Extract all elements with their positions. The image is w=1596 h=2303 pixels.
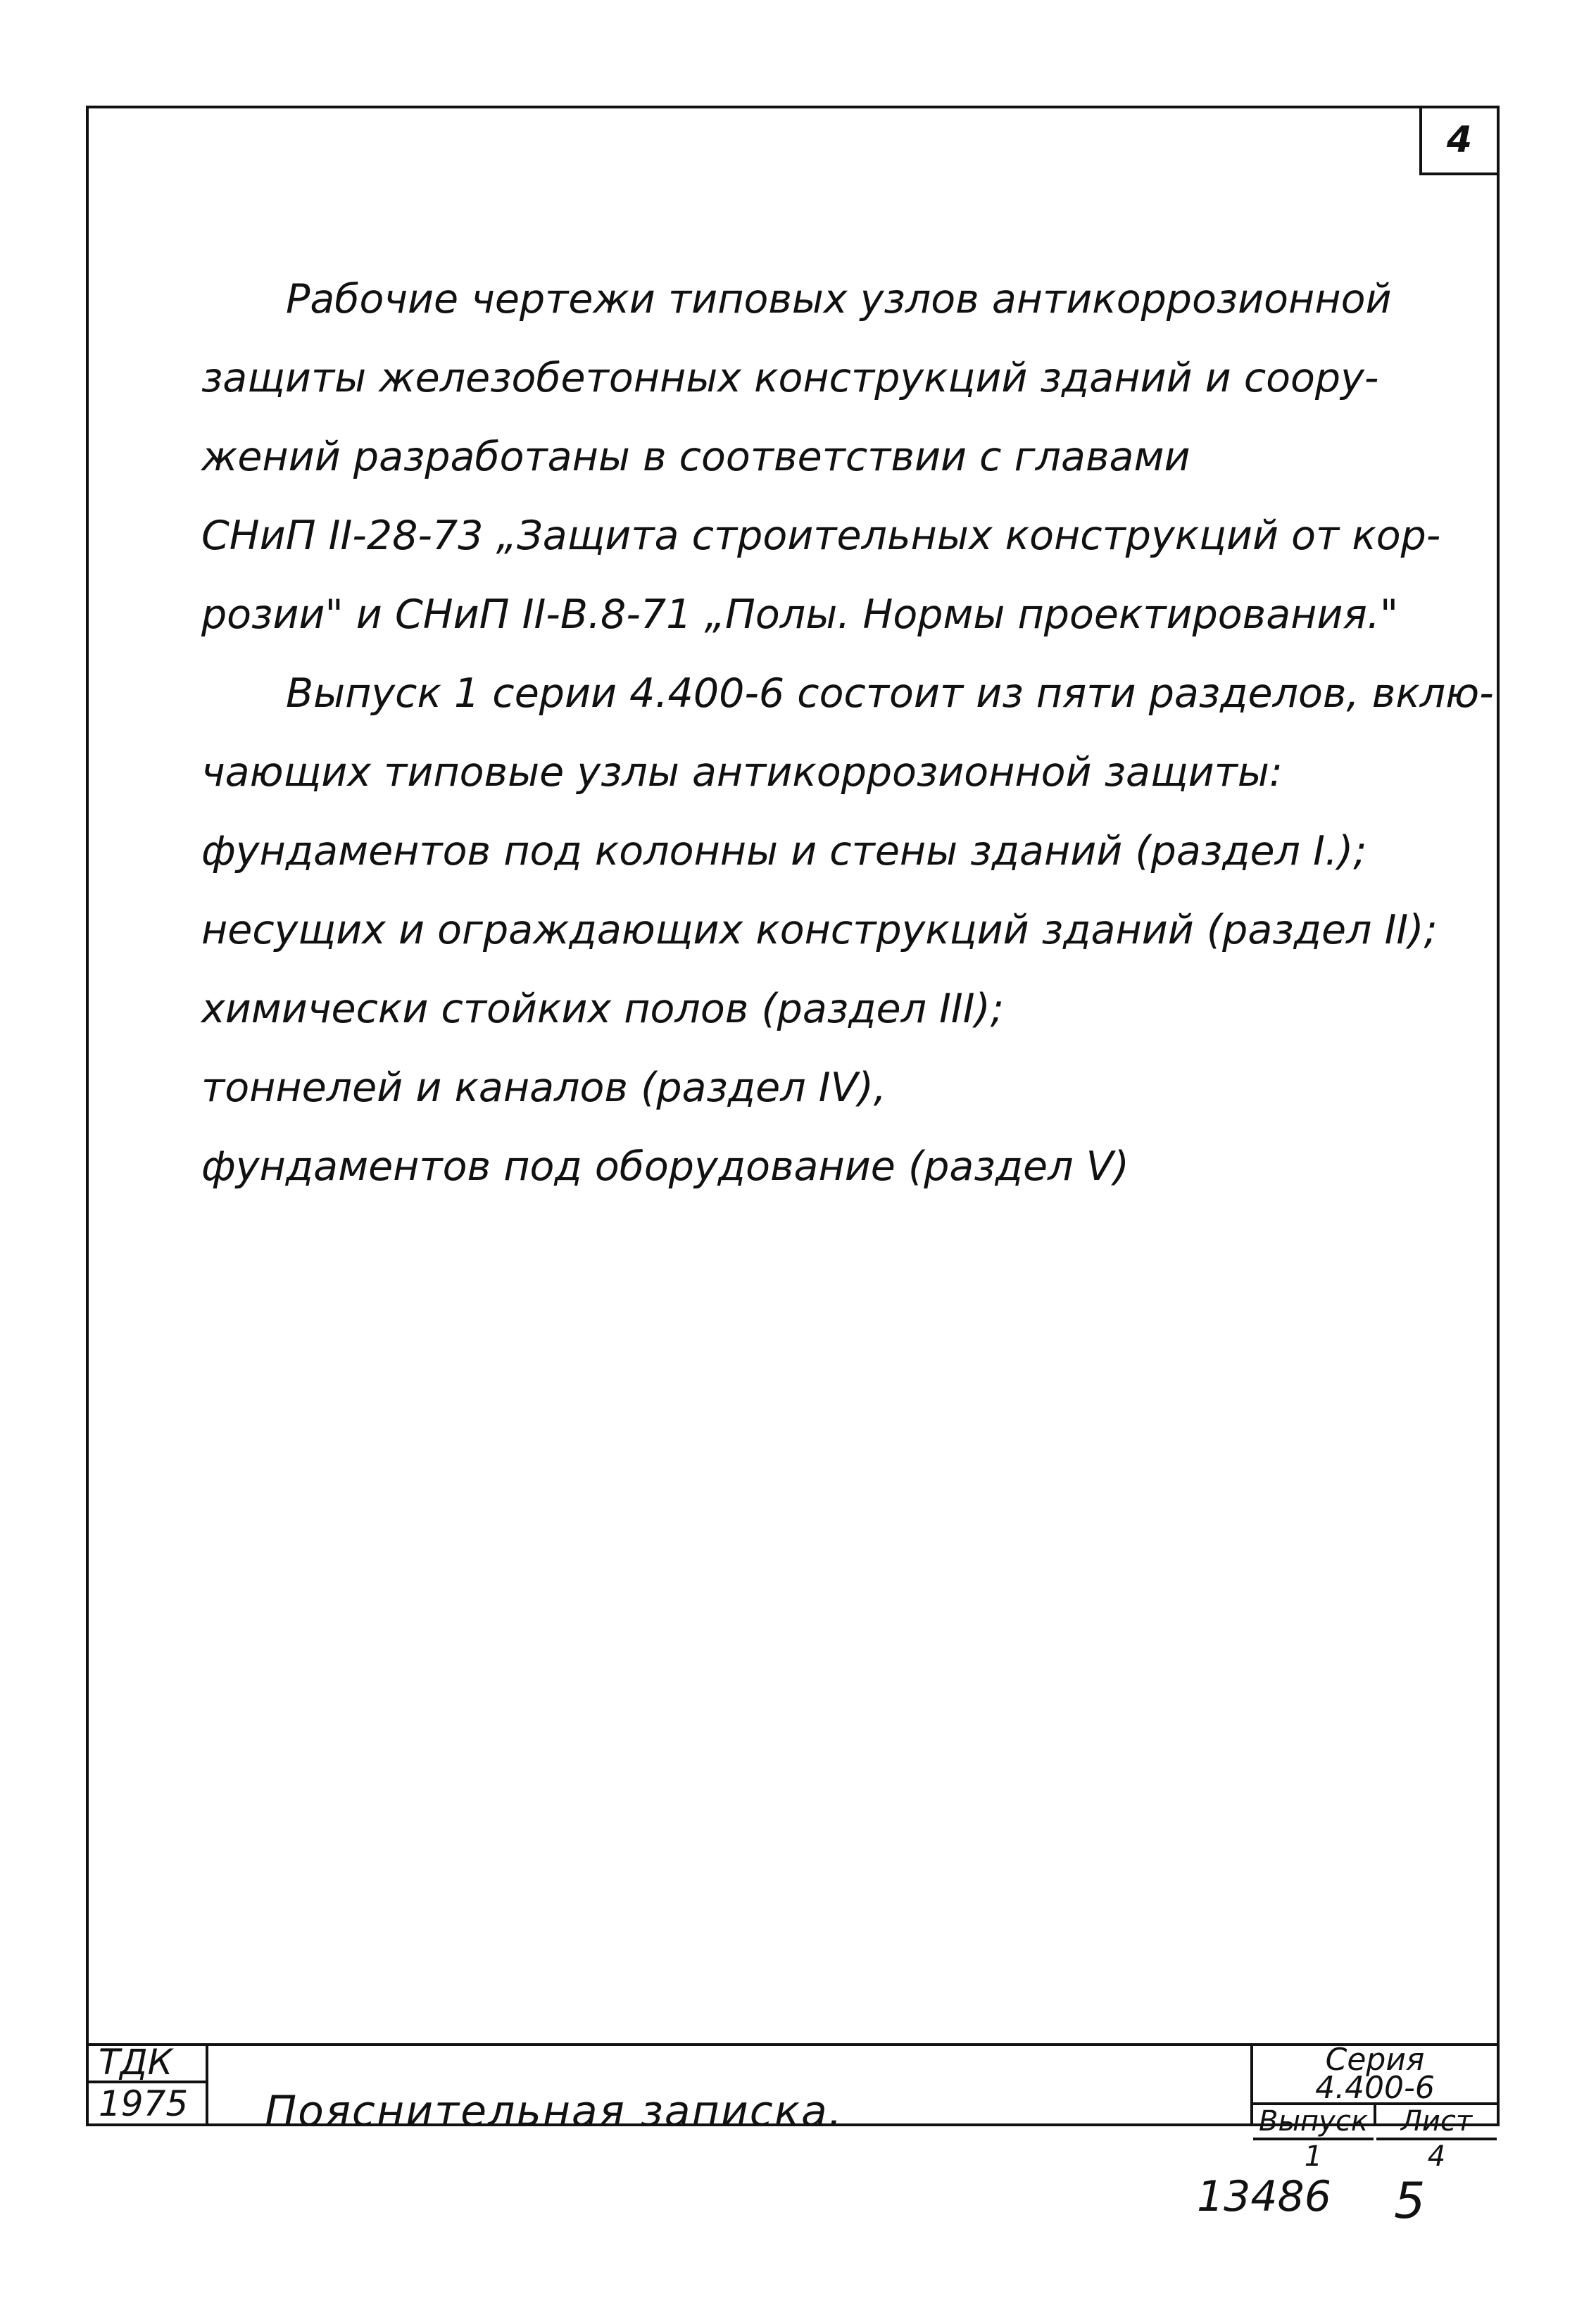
sheet-value: 4 xyxy=(1427,2140,1446,2173)
archive-number: 13486 xyxy=(1197,2172,1331,2221)
text-line-7: чающих типовые узлы антикоррозионной защиты: xyxy=(201,749,1283,796)
drawing-frame xyxy=(86,106,1500,2173)
issue-label: Выпуск xyxy=(1253,2105,1374,2140)
text-line-6: Выпуск 1 серии 4.400-6 состоит из пяти разделов, вклю- xyxy=(286,670,1494,717)
text-line-2: защиты железобетонных конструкций зданий и соору- xyxy=(201,355,1379,401)
series-label: Серия xyxy=(1325,2042,1425,2078)
text-line-3: жений разработаны в соответствии с главами xyxy=(201,434,1190,480)
text-line-10: химически стойких полов (раздел III); xyxy=(201,986,1004,1032)
text-line-1: Рабочие чертежи типовых узлов антикоррозионной xyxy=(286,276,1392,322)
text-line-11: тоннелей и каналов (раздел IV), xyxy=(201,1065,886,1111)
archive-page: 5 xyxy=(1394,2172,1426,2230)
series-value: 4.400-6 xyxy=(1315,2070,1435,2106)
sheet-label: Лист xyxy=(1376,2105,1497,2140)
document-title: Пояснительная записка. xyxy=(265,2087,843,2136)
page-number: 4 xyxy=(1419,108,1497,175)
explanatory-text xyxy=(201,260,1539,1206)
title-block-left xyxy=(89,2043,208,2123)
text-line-8: фундаментов под колонны и стены зданий (раздел I.); xyxy=(201,828,1367,874)
issue-value: 1 xyxy=(1304,2140,1323,2173)
text-line-5: розии" и СНиП II-В.8-71 „Полы. Нормы проектирования." xyxy=(201,591,1399,638)
text-line-9: несущих и ограждающих конструкций зданий (раздел II); xyxy=(201,907,1438,953)
series-cell xyxy=(1253,2043,1497,2105)
title-block-right xyxy=(1250,2042,1497,2173)
org-code: ТДК xyxy=(89,2043,206,2083)
text-line-12: фундаментов под оборудование (раздел V) xyxy=(201,1143,1129,1190)
text-line-4: СНиП II-28-73 „Защита строительных конструкций от кор- xyxy=(201,513,1441,559)
year: 1975 xyxy=(99,2083,189,2124)
